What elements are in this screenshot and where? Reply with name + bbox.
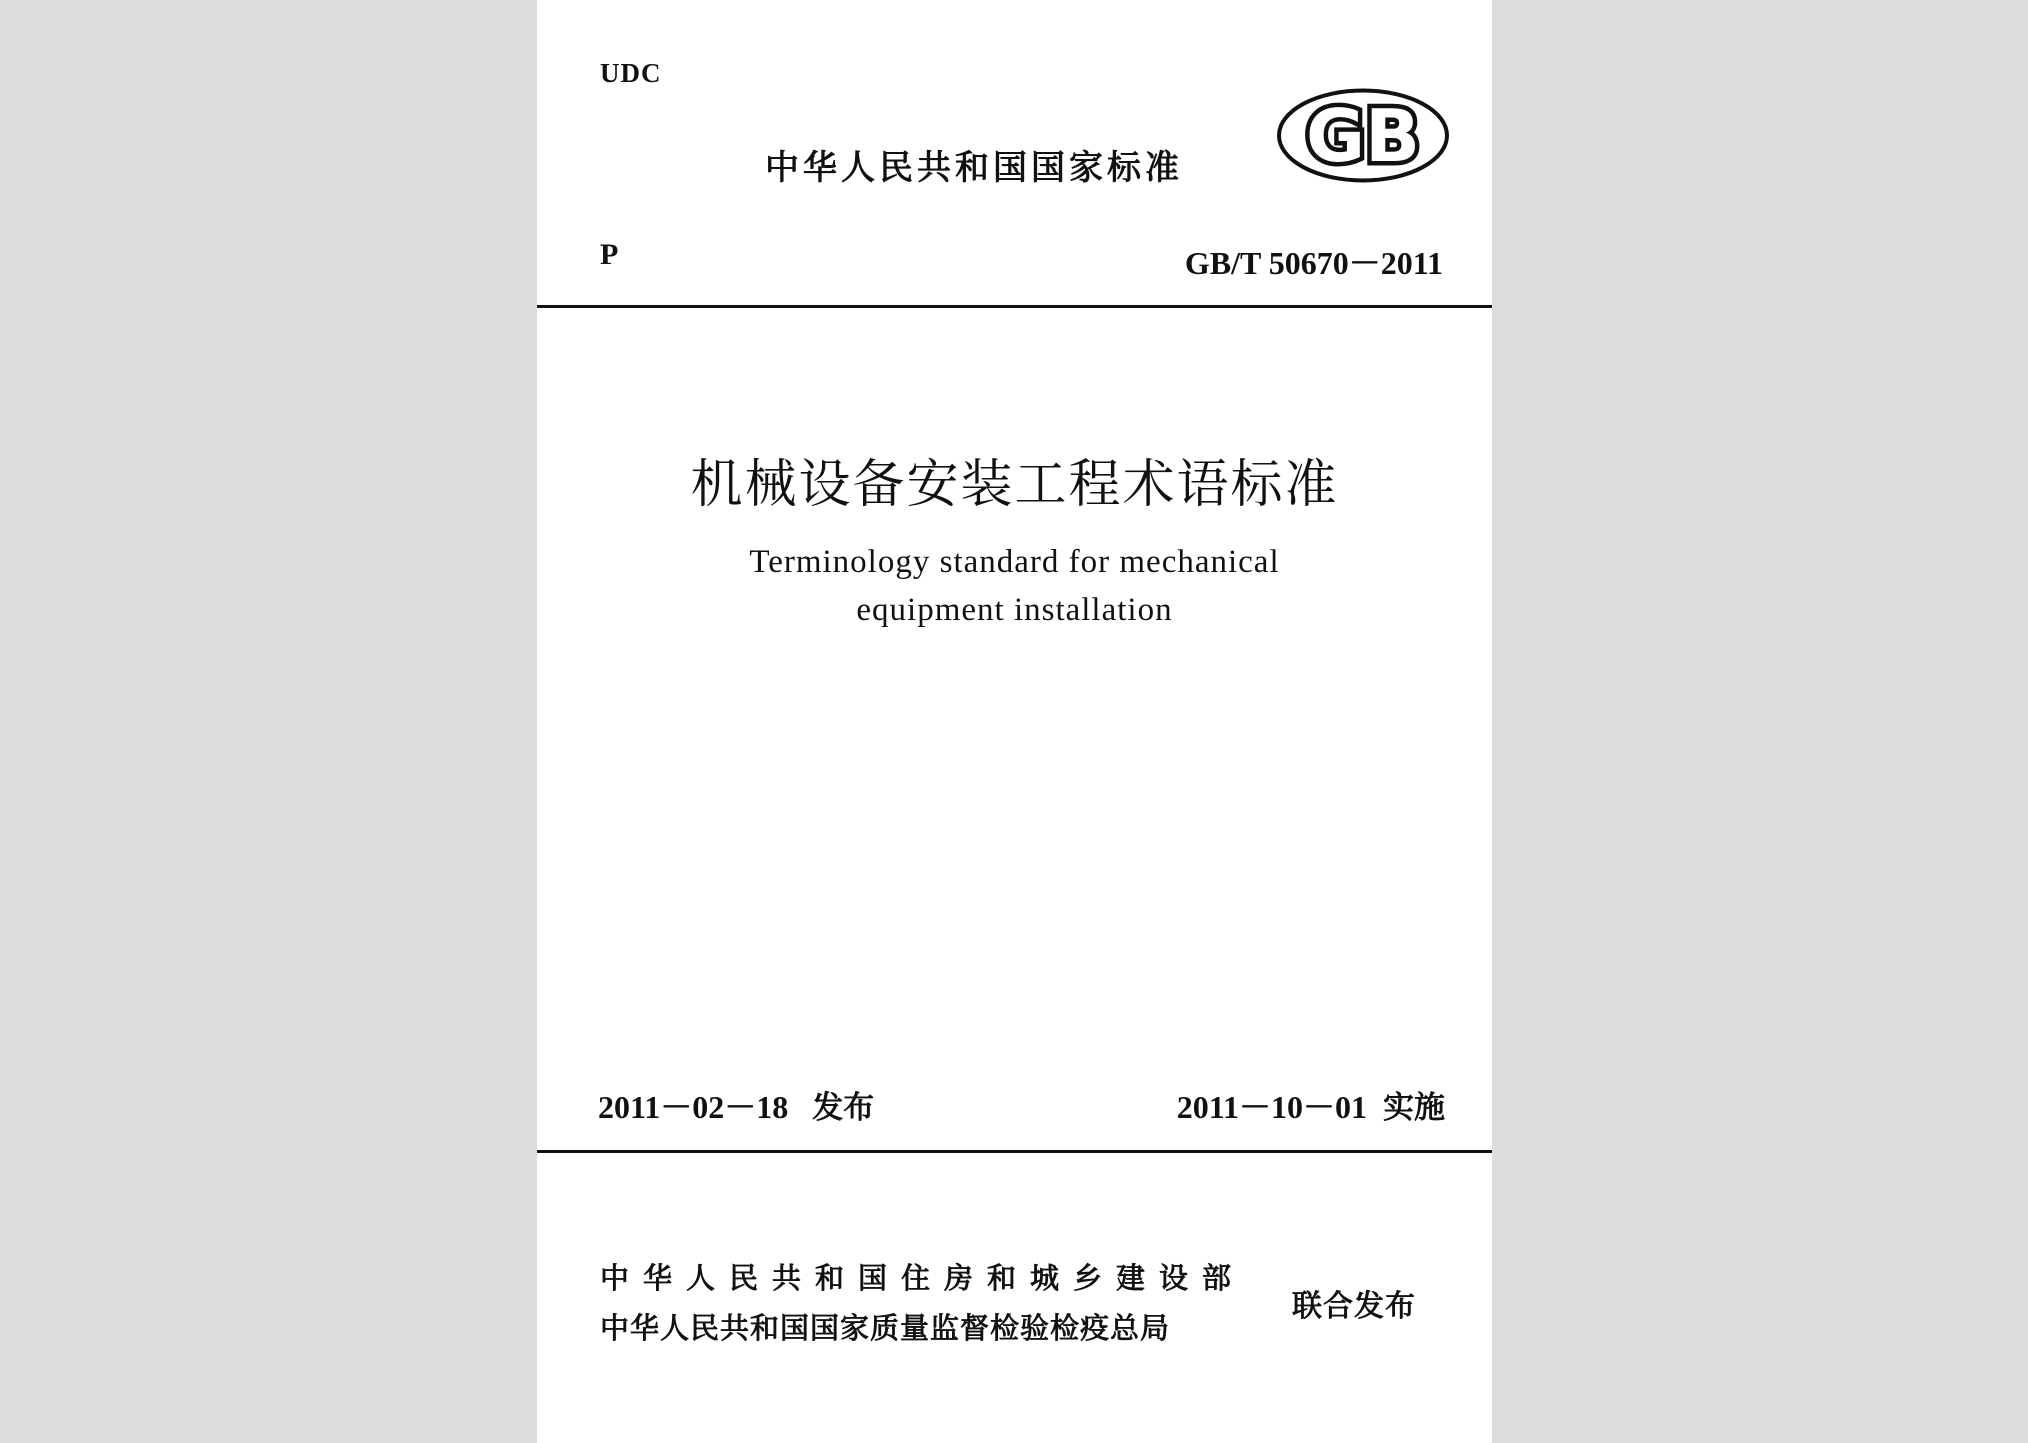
title-english-line1: Terminology standard for mechanical (749, 544, 1280, 580)
top-divider (537, 305, 1492, 308)
implementation-label: 实施 (1383, 1090, 1445, 1126)
gb-logo (1277, 88, 1449, 183)
standard-number: GB/T 50670－2011 (1184, 245, 1443, 281)
gb-logo-text: GB (1306, 94, 1420, 178)
bottom-divider (537, 1150, 1492, 1153)
issuer-ministry-housing: 中华人民共和国住房和城乡建设部 (600, 1261, 1246, 1295)
issuer-aqsiq: 中华人民共和国国家质量监督检验检疫总局 (600, 1311, 1171, 1345)
issue-label: 发布 (812, 1090, 875, 1126)
national-standard-heading: 中华人民共和国国家标准 (765, 148, 1183, 188)
issue-date-row (598, 1082, 874, 1128)
document-page (537, 0, 1492, 1443)
issue-date: 2011－02－18 (598, 1089, 789, 1125)
implementation-date: 2011－10－01 (1176, 1089, 1367, 1125)
category-code: P (600, 238, 619, 271)
joint-issue-label: 联合发布 (1292, 1289, 1416, 1324)
implementation-date-row (1177, 1082, 1445, 1128)
udc-label: UDC (600, 58, 662, 88)
title-english-line2: equipment installation (856, 592, 1173, 628)
title-english (537, 538, 1492, 634)
title-chinese: 机械设备安装工程术语标准 (690, 455, 1339, 515)
